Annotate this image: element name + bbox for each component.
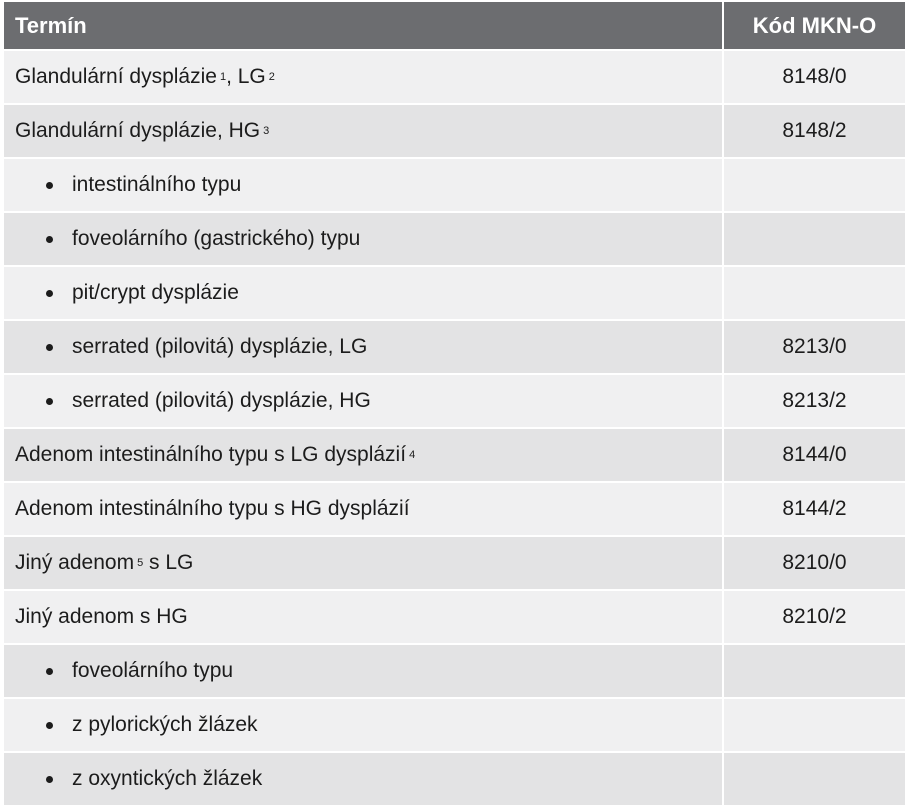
term-cell xyxy=(4,753,722,805)
term-cell xyxy=(4,213,722,265)
bullet-icon xyxy=(46,182,53,189)
code-cell: 8210/0 xyxy=(722,537,905,589)
term-text: Jiný adenom s HG xyxy=(15,605,188,628)
mkn-o-table xyxy=(4,2,905,805)
term-cell xyxy=(4,321,722,373)
term-cell xyxy=(4,51,722,103)
code-cell xyxy=(722,753,905,805)
table-row xyxy=(4,697,905,751)
code-cell: 8213/0 xyxy=(722,321,905,373)
term-text: intestinálního typu xyxy=(72,173,242,196)
table-row xyxy=(4,265,905,319)
term-text: foveolárního typu xyxy=(72,659,234,682)
table-row xyxy=(4,643,905,697)
term-text-cont: s LG xyxy=(149,551,194,574)
term-text: z pylorických žlázek xyxy=(72,713,258,736)
code-cell: 8144/2 xyxy=(722,483,905,535)
term-text: Adenom intestinálního typu s HG dysplázií xyxy=(15,497,410,520)
term-text: serrated (pilovitá) dysplázie, HG xyxy=(72,389,371,412)
term-cell xyxy=(4,159,722,211)
code-cell: 8148/0 xyxy=(722,51,905,103)
term-text-cont: , LG xyxy=(226,65,266,88)
table-row xyxy=(4,535,905,589)
code-cell xyxy=(722,267,905,319)
term-text: Glandulární dysplázie, HG xyxy=(15,119,261,142)
term-text: z oxyntických žlázek xyxy=(72,767,263,790)
code-cell: 8148/2 xyxy=(722,105,905,157)
code-cell xyxy=(722,699,905,751)
code-cell: 8144/0 xyxy=(722,429,905,481)
bullet-icon xyxy=(46,776,53,783)
footnote-ref: 2 xyxy=(268,71,275,83)
bullet-icon xyxy=(46,668,53,675)
term-cell xyxy=(4,483,722,535)
bullet-icon xyxy=(46,722,53,729)
table-row xyxy=(4,589,905,643)
term-cell xyxy=(4,537,722,589)
term-text: Adenom intestinálního typu s LG dysplázií xyxy=(15,443,407,466)
term-cell xyxy=(4,699,722,751)
table-row xyxy=(4,481,905,535)
bullet-icon xyxy=(46,290,53,297)
footnote-ref: 5 xyxy=(137,557,144,569)
footnote-ref: 4 xyxy=(409,449,416,461)
table-header xyxy=(4,2,905,49)
bullet-icon xyxy=(46,398,53,405)
term-text: pit/crypt dysplázie xyxy=(72,281,239,304)
header-code: Kód MKN-O xyxy=(722,2,905,49)
table-row xyxy=(4,373,905,427)
table-row xyxy=(4,157,905,211)
code-cell: 8213/2 xyxy=(722,375,905,427)
term-cell xyxy=(4,375,722,427)
code-cell xyxy=(722,159,905,211)
footnote-ref: 3 xyxy=(263,125,270,137)
code-cell: 8210/2 xyxy=(722,591,905,643)
table-row xyxy=(4,427,905,481)
term-text: serrated (pilovitá) dysplázie, LG xyxy=(72,335,368,358)
table-row xyxy=(4,49,905,103)
table-row xyxy=(4,751,905,805)
term-text: Jiný adenom xyxy=(15,551,135,574)
term-cell xyxy=(4,591,722,643)
table-row xyxy=(4,211,905,265)
code-cell xyxy=(722,213,905,265)
term-cell xyxy=(4,105,722,157)
bullet-icon xyxy=(46,236,53,243)
header-term: Termín xyxy=(15,12,87,38)
term-cell xyxy=(4,267,722,319)
bullet-icon xyxy=(46,344,53,351)
term-cell xyxy=(4,429,722,481)
footnote-ref: 1 xyxy=(219,71,227,83)
term-cell xyxy=(4,645,722,697)
table-row xyxy=(4,319,905,373)
term-text: foveolárního (gastrického) typu xyxy=(72,227,361,250)
term-text: Glandulární dysplázie xyxy=(15,65,217,88)
code-cell xyxy=(722,645,905,697)
table-row xyxy=(4,103,905,157)
